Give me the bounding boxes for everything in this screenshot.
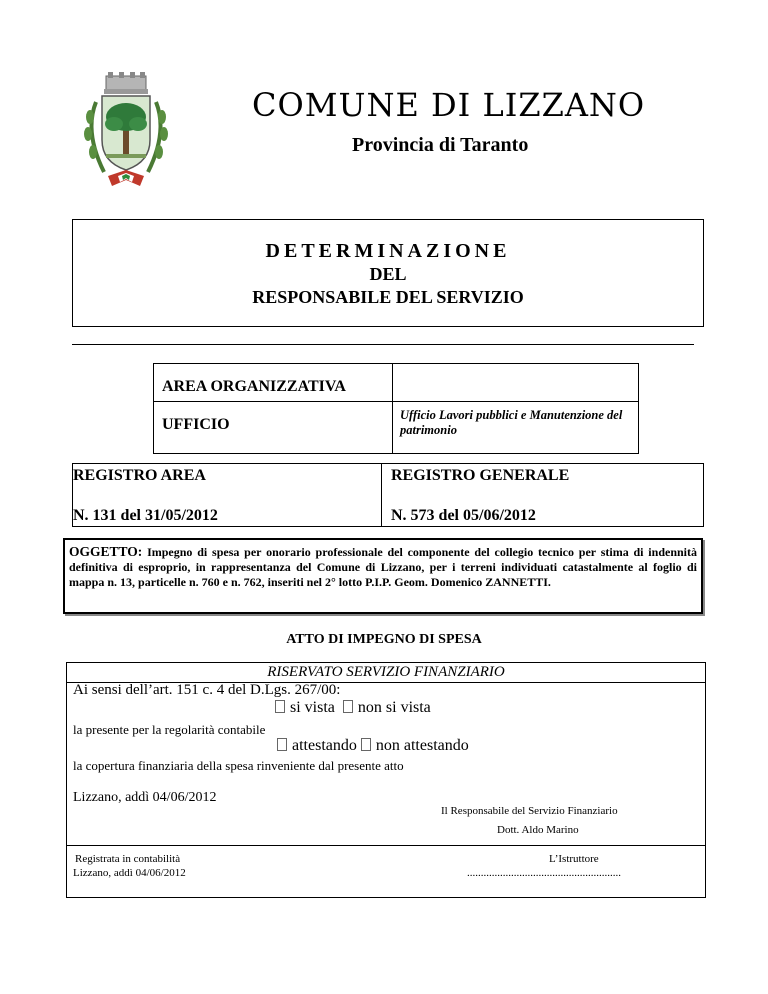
determinazione-box bbox=[72, 219, 704, 327]
registro-area-value: N. 131 del 31/05/2012 bbox=[73, 507, 218, 524]
coat-of-arms-logo bbox=[74, 72, 178, 192]
area-label: AREA ORGANIZZATIVA bbox=[162, 378, 346, 395]
determinazione-del: DEL bbox=[369, 264, 407, 284]
registri-table bbox=[72, 463, 704, 527]
registro-generale-label: REGISTRO GENERALE bbox=[391, 467, 570, 484]
registro-generale-value: N. 573 del 05/06/2012 bbox=[391, 507, 536, 524]
oggetto-label: OGGETTO: bbox=[69, 544, 143, 559]
responsabile-name: Dott. Aldo Marino bbox=[497, 824, 579, 836]
determinazione-responsabile: RESPONSABILE DEL SERVIZIO bbox=[252, 287, 524, 307]
ufficio-value: Ufficio Lavori pubblici e Manutenzione del patrimonio bbox=[400, 408, 623, 437]
attestando-options bbox=[277, 737, 469, 755]
vista-options bbox=[275, 699, 431, 717]
responsabile-title: Il Responsabile del Servizio Finanziario bbox=[441, 805, 618, 817]
non-si-vista-checkbox[interactable] bbox=[343, 700, 353, 713]
luogo-data: Lizzano, addì 04/06/2012 bbox=[73, 790, 217, 805]
ufficio-label: UFFICIO bbox=[162, 416, 230, 433]
registrata-line2: Lizzano, addì 04/06/2012 bbox=[73, 867, 186, 879]
oggetto-box bbox=[63, 538, 703, 614]
servizio-finanziario-box bbox=[66, 662, 706, 898]
atto-title: ATTO DI IMPEGNO DI SPESA bbox=[286, 632, 482, 647]
non-attestando-label: non attestando bbox=[375, 737, 469, 754]
registro-area-label: REGISTRO AREA bbox=[73, 467, 206, 484]
regolarita-text: la presente per la regolarità contabile bbox=[73, 722, 266, 737]
area-table bbox=[153, 363, 639, 454]
divider-line bbox=[72, 344, 694, 345]
determinazione-title: DETERMINAZIONE bbox=[265, 240, 511, 262]
finanziario-header: RISERVATO SERVIZIO FINANZIARIO bbox=[67, 663, 705, 683]
non-si-vista-label: non si vista bbox=[357, 699, 431, 716]
si-vista-label: si vista bbox=[290, 699, 335, 716]
comune-title: COMUNE DI LIZZANO bbox=[252, 86, 646, 124]
non-attestando-checkbox[interactable] bbox=[361, 738, 371, 751]
copertura-text: la copertura finanziaria della spesa rinveniente dal presente atto bbox=[73, 758, 404, 773]
attestando-label: attestando bbox=[292, 737, 357, 754]
provincia-subtitle: Provincia di Taranto bbox=[352, 134, 529, 156]
oggetto-text: Impegno di spesa per onorario professionale del componente del collegio tecnico per stima di indennità definitiva di esproprio, in rappresentanza del Comune di Lizzano, per i terreni individuati catastalmente al foglio di mappa n. 13, particelle n. 760 e n. 762, inseriti nel 2° lotto P.I.P. Geom. Domenico ZANNETTI. bbox=[69, 545, 697, 589]
attestando-checkbox[interactable] bbox=[277, 738, 287, 751]
istruttore-signature-line: ........................................................ bbox=[467, 867, 621, 879]
si-vista-checkbox[interactable] bbox=[275, 700, 285, 713]
ai-sensi-text: Ai sensi dell’art. 151 c. 4 del D.Lgs. 267/00: bbox=[73, 682, 341, 698]
registrata-line1: Registrata in contabilità bbox=[75, 853, 181, 865]
istruttore-title: L’Istruttore bbox=[549, 853, 599, 865]
